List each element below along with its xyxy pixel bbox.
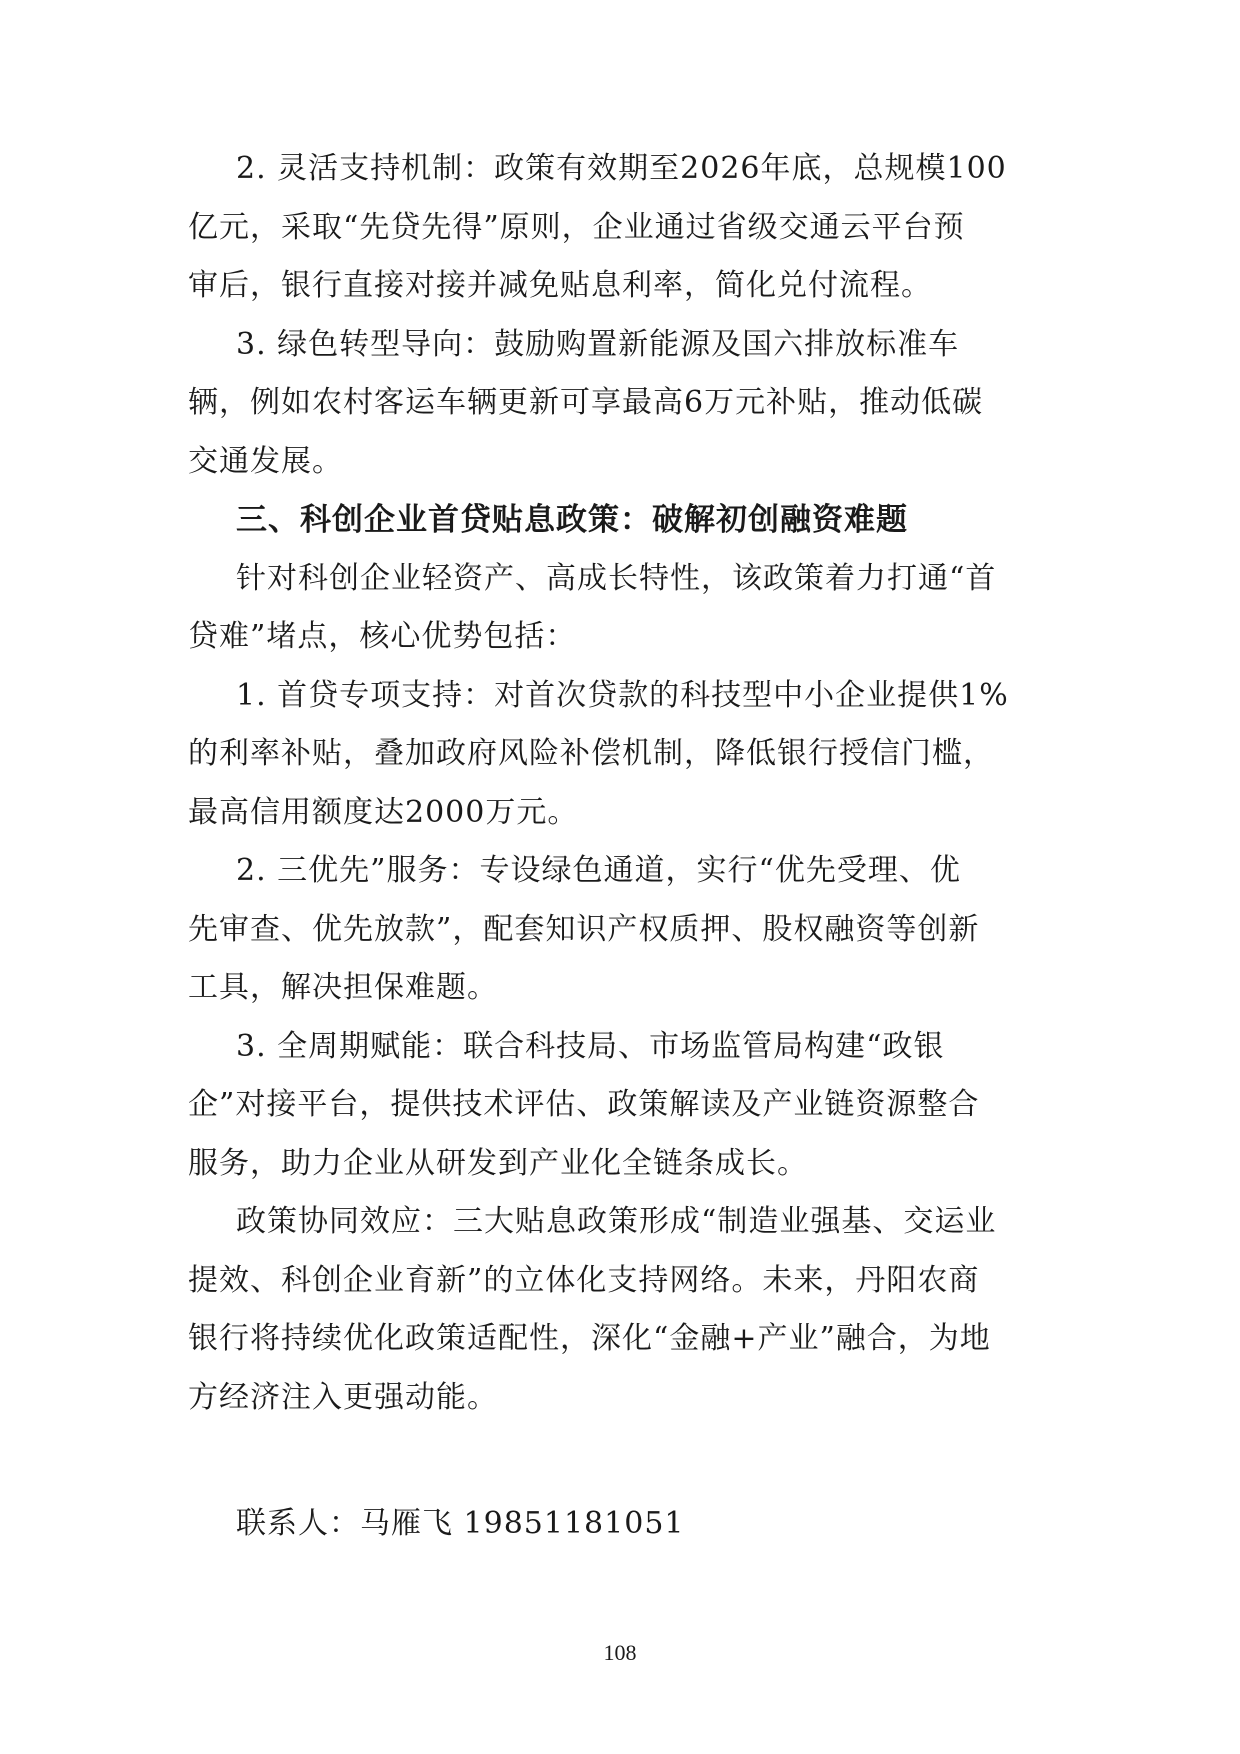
paragraph-line: 方经济注入更强动能。 (188, 1379, 498, 1415)
paragraph-line: 3. 绿色转型导向：鼓励购置新能源及国六排放标准车 (236, 326, 960, 362)
paragraph-line: 先审查、优先放款”，配套知识产权质押、股权融资等创新 (188, 911, 980, 947)
paragraph-flexible-support (188, 140, 1048, 316)
paragraph-line: 亿元，采取“先贷先得”原则，企业通过省级交通云平台预 (188, 209, 965, 245)
paragraph-line: 贷难”堵点，核心优势包括： (188, 619, 577, 654)
paragraph-line: 3. 全周期赋能：联合科技局、市场监管局构建“政银 (236, 1028, 945, 1064)
document-body (188, 140, 1048, 1427)
paragraph-line: 交通发展。 (188, 443, 343, 479)
paragraph-line: 服务，助力企业从研发到产业化全链条成长。 (188, 1145, 808, 1181)
paragraph-intro (188, 550, 1048, 667)
paragraph-first-loan (188, 667, 1048, 843)
paragraph-line: 2. 灵活支持机制：政策有效期至2026年底，总规模100 (236, 151, 1007, 186)
paragraph-line: 的利率补贴，叠加政府风险补偿机制，降低银行授信门槛， (188, 736, 994, 771)
paragraph-full-cycle (188, 1018, 1048, 1194)
paragraph-line: 提效、科创企业育新”的立体化支持网络。未来，丹阳农商 (188, 1262, 980, 1298)
page-number: 108 (603, 1640, 637, 1665)
paragraph-line: 针对科创企业轻资产、高成长特性，该政策着力打通“首 (236, 560, 997, 596)
contact-info: 联系人：马雁飞 19851181051 (236, 1506, 685, 1541)
paragraph-synergy (188, 1193, 1048, 1427)
paragraph-line: 最高信用额度达2000万元。 (188, 794, 579, 830)
paragraph-line: 辆，例如农村客运车辆更新可享最高6万元补贴，推动低碳 (188, 385, 984, 420)
paragraph-line: 银行将持续优化政策适配性，深化“金融+产业”融合，为地 (188, 1321, 991, 1356)
paragraph-line: 审后，银行直接对接并减免贴息利率，简化兑付流程。 (188, 268, 932, 303)
paragraph-line: 政策协同效应：三大贴息政策形成“制造业强基、交运业 (236, 1204, 997, 1239)
paragraph-line: 1. 首贷专项支持：对首次贷款的科技型中小企业提供1% (236, 677, 1009, 713)
paragraph-three-priorities (188, 842, 1048, 1018)
paragraph-green-transition (188, 316, 1048, 492)
section-heading: 三、科创企业首贷贴息政策：破解初创融资难题 (236, 502, 908, 538)
paragraph-line: 企”对接平台，提供技术评估、政策解读及产业链资源整合 (188, 1087, 980, 1122)
paragraph-line: 工具，解决担保难题。 (188, 970, 498, 1005)
paragraph-line: 2. 三优先”服务：专设绿色通道，实行“优先受理、优 (236, 853, 961, 888)
